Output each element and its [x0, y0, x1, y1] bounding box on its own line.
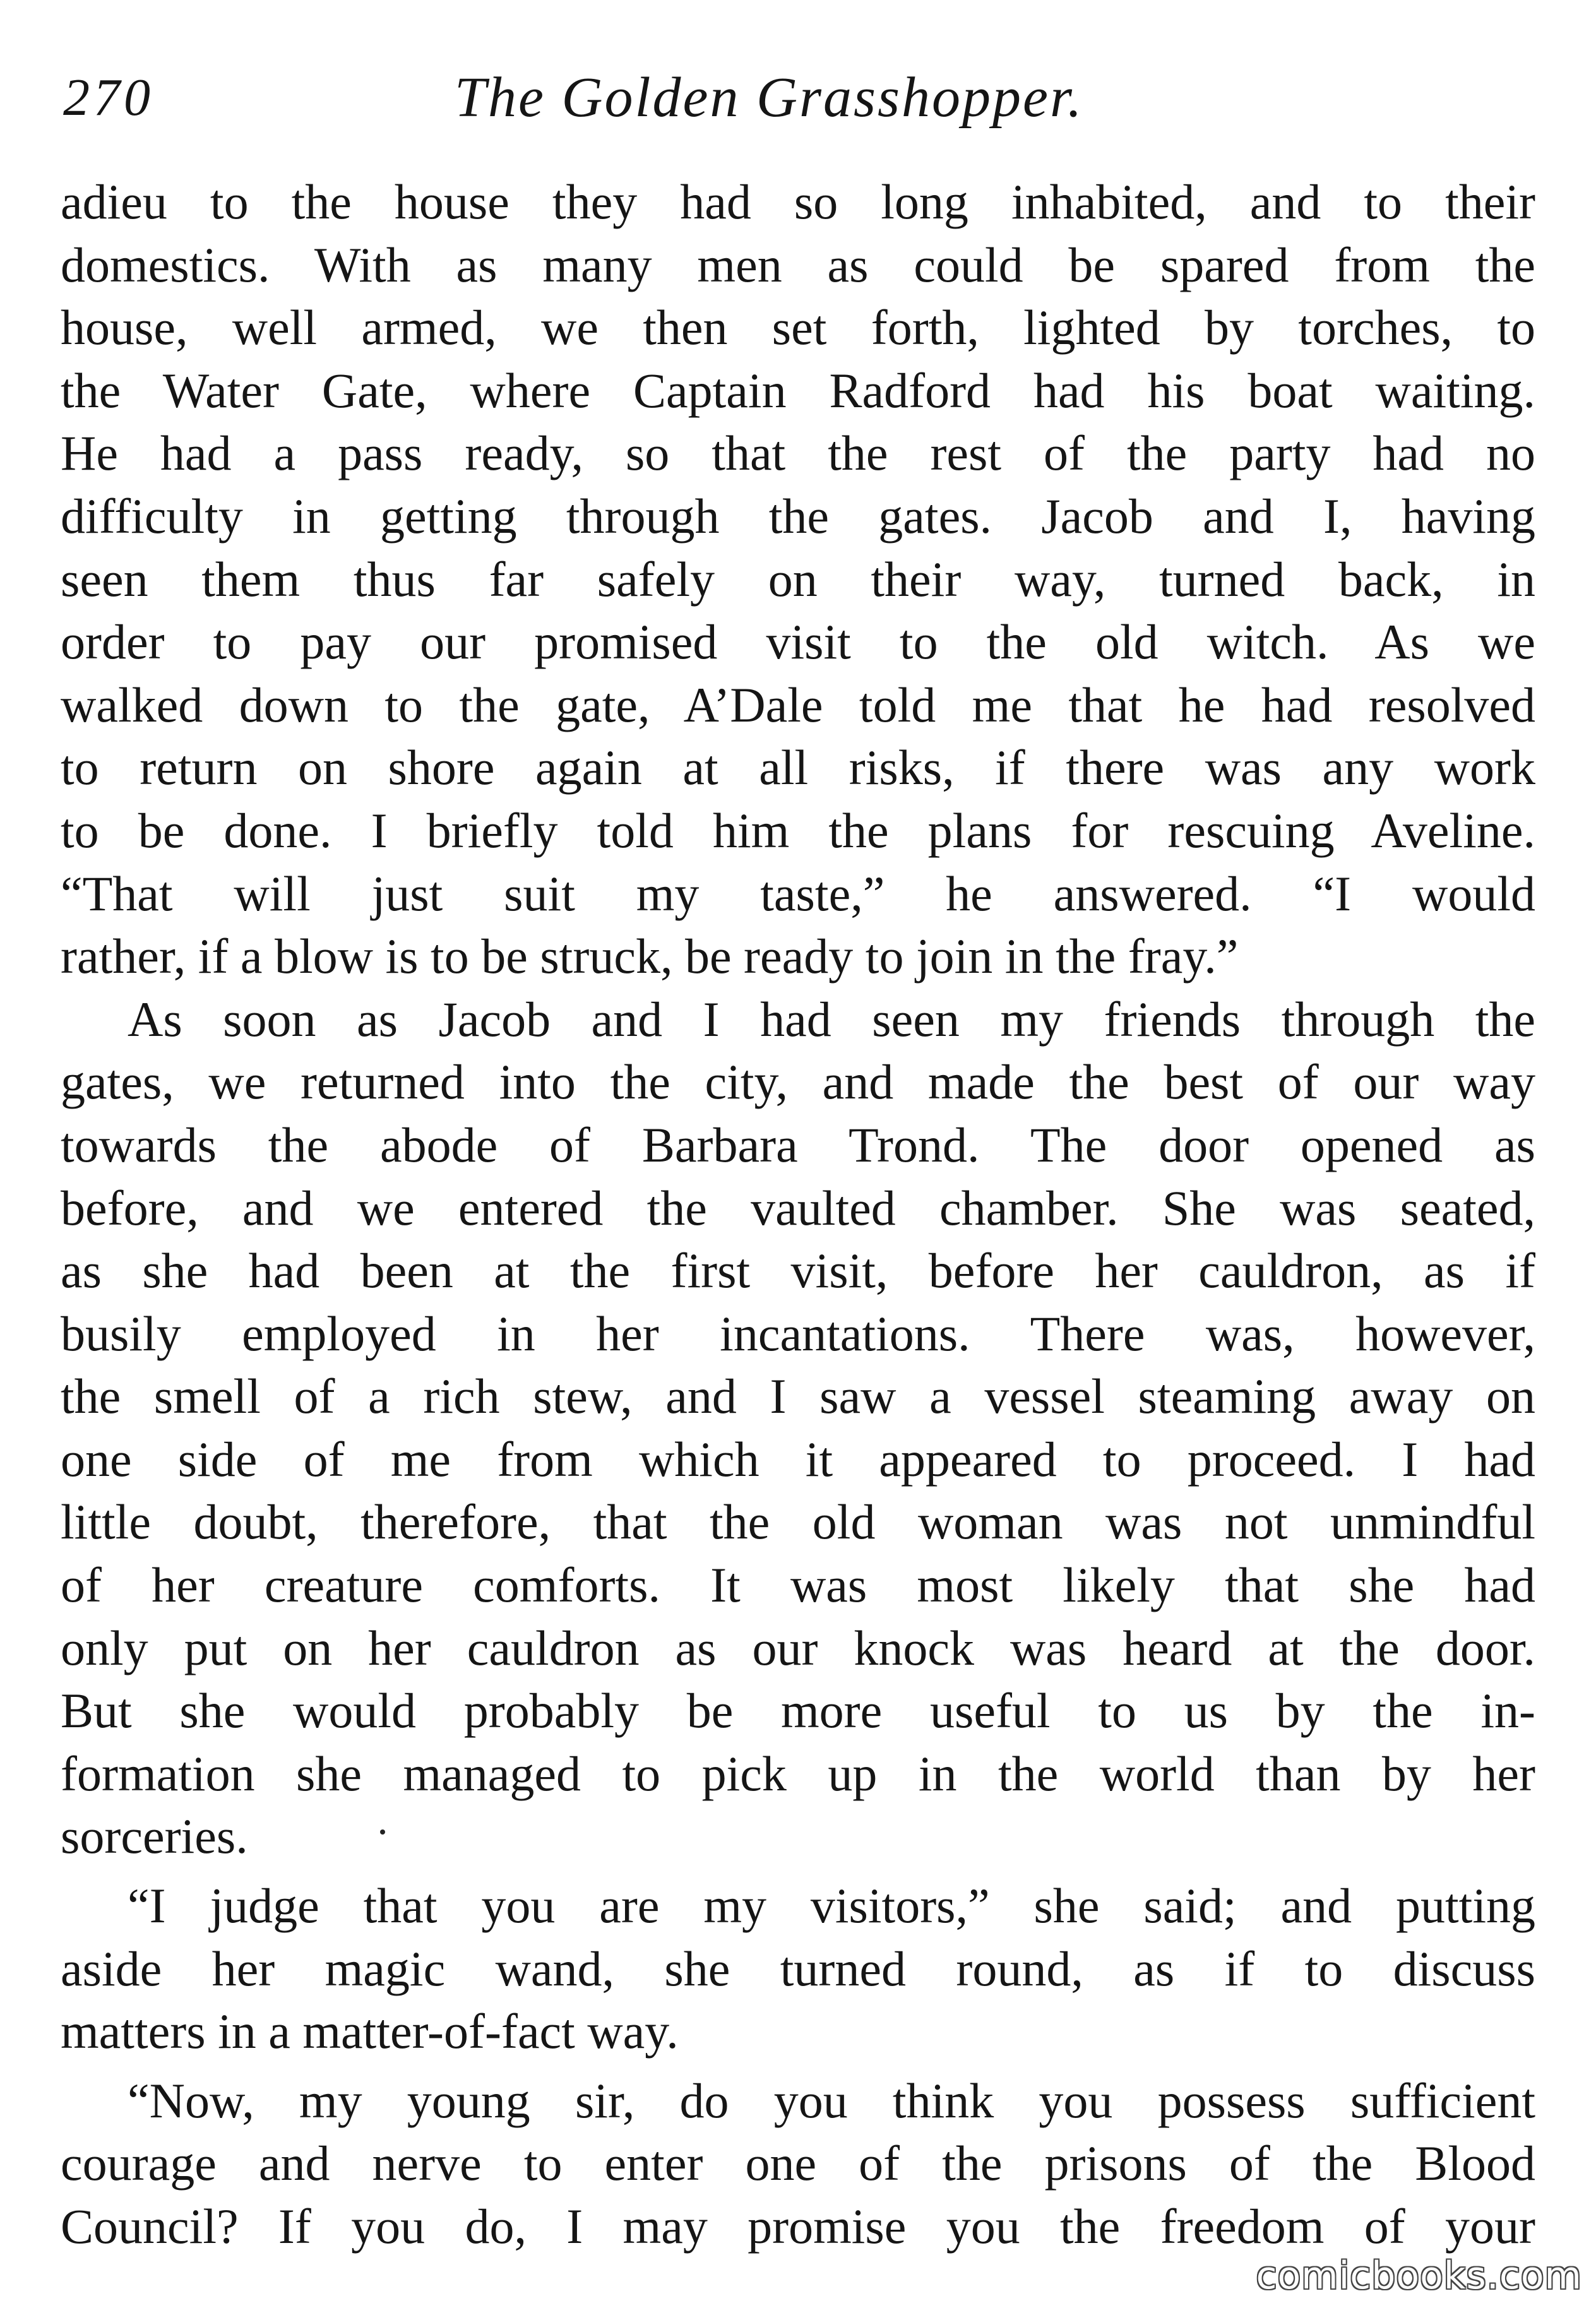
text-line: the Water Gate, where Captain Radford had his boat waiting.: [61, 362, 1535, 418]
text-line: house, well armed, we then set forth, lighted by torches, to: [61, 300, 1535, 355]
text-line: rather, if a blow is to be struck, be ready to join in the fray.”: [61, 929, 1239, 984]
text-line: matters in a matter-of-fact way.: [61, 2004, 679, 2059]
text-line: He had a pass ready, so that the rest of the party had no: [61, 425, 1535, 481]
text-line: of her creature comforts. It was most likely that she had: [61, 1557, 1535, 1613]
text-line: aside her magic wand, she turned round, as if to discuss: [61, 1941, 1535, 1996]
running-title: The Golden Grasshopper.: [455, 66, 1084, 129]
text-line: formation she managed to pick up in the world than by her: [61, 1746, 1535, 1801]
text-line: domestics. With as many men as could be spared from the: [61, 237, 1535, 292]
text-line: only put on her cauldron as our knock was heard at the door.: [61, 1620, 1535, 1675]
ink-speck: [380, 1829, 385, 1835]
text-line: courage and nerve to enter one of the prisons of the Blood: [61, 2136, 1535, 2191]
text-line: one side of me from which it appeared to proceed. I had: [61, 1431, 1535, 1487]
text-line: little doubt, therefore, that the old woman was not unmindful: [61, 1494, 1535, 1550]
text-line: “That will just suit my taste,” he answered. “I would: [61, 866, 1535, 921]
text-line: busily employed in her incantations. There was, however,: [61, 1306, 1535, 1361]
text-line: But she would probably be more useful to us by the in-: [61, 1683, 1535, 1739]
text-line: walked down to the gate, A’Dale told me that he had resolved: [61, 677, 1535, 732]
watermark: comicbooks.com: [1256, 2254, 1582, 2298]
text-line: adieu to the house they had so long inhabited, and to their: [61, 174, 1535, 229]
text-line: order to pay our promised visit to the old witch. As we: [61, 614, 1535, 670]
paragraph-start-line: “Now, my young sir, do you think you possess sufficient: [128, 2073, 1535, 2128]
body-text: [61, 170, 1535, 2258]
text-line: to return on shore again at all risks, if there was any work: [61, 740, 1535, 795]
text-line: sorceries.: [61, 1809, 248, 1864]
text-line: seen them thus far safely on their way, turned back, in: [61, 551, 1535, 607]
text-line: the smell of a rich stew, and I saw a vessel steaming away on: [61, 1369, 1535, 1424]
text-line: as she had been at the first visit, before her cauldron, as if: [61, 1243, 1535, 1299]
text-line: to be done. I briefly told him the plans for rescuing Aveline.: [61, 802, 1535, 858]
text-line: difficulty in getting through the gates. Jacob and I, having: [61, 488, 1535, 544]
text-line: gates, we returned into the city, and made the best of our way: [61, 1054, 1535, 1110]
page-number: 270: [63, 68, 154, 127]
paragraph-start-line: “I judge that you are my visitors,” she said; and putting: [128, 1878, 1535, 1934]
paragraph-start-line: As soon as Jacob and I had seen my friends through the: [128, 991, 1535, 1047]
text-line: before, and we entered the vaulted chamber. She was seated,: [61, 1180, 1535, 1235]
page-header: [63, 60, 1528, 136]
text-line: towards the abode of Barbara Trond. The door opened as: [61, 1117, 1535, 1172]
text-line: Council? If you do, I may promise you the freedom of your: [61, 2199, 1535, 2254]
